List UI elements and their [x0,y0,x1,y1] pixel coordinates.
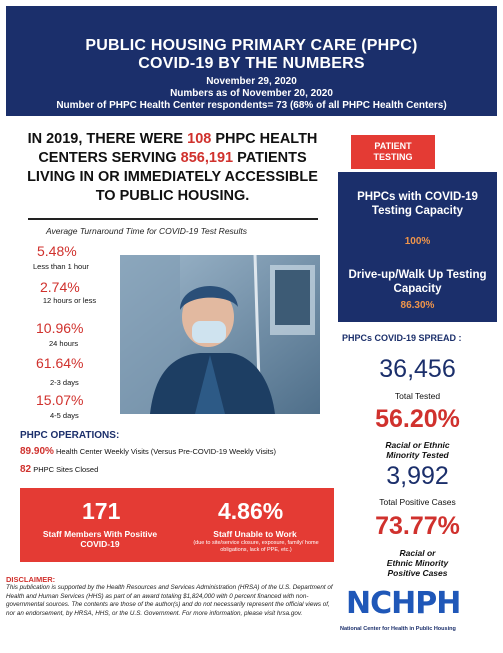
minority-tested-label: Racial or Ethnic Minority Tested [385,440,450,460]
minority-tested-value: 56.20% [375,405,460,433]
turnaround-label-4: 2-3 days [50,378,79,387]
capacity-label: PHPCs with COVID-19 Testing Capacity [357,191,478,217]
header-banner [6,6,497,116]
driveup-value: 86.30% [400,300,435,311]
staff-positive-label: Staff Members With Positive COVID-19 [42,529,158,549]
spread-title: PHPCs COVID-19 SPREAD : [342,333,462,343]
turnaround-value-3: 10.96% [36,320,84,336]
operations-weekly-label: Health Center Weekly Visits (Versus Pre-COVID-19 Weekly Visits) [56,447,276,456]
turnaround-label-2: 12 hours or less [42,296,97,305]
driveup-label: Drive-up/Walk Up Testing Capacity [348,269,487,295]
headline-part-3: PATIENTS LIVING IN OR IMMEDIATELY ACCESSIBLE TO PUBLIC HOUSING. [27,150,318,204]
operations-title: PHPC OPERATIONS: [20,430,120,441]
turnaround-value-4: 61.64% [36,355,84,371]
operations-closed-value: 82 [20,464,32,475]
headline-centers: 108 [187,131,212,147]
total-positive-label: Total Positive Cases [379,497,456,507]
minority-positive-label: Racial or Ethnic Minority Positive Cases [386,548,449,578]
logo-mark: NCHPH [346,586,461,621]
capacity-value: 100% [404,236,431,247]
turnaround-label-1: Less than 1 hour [33,262,89,271]
staff-stats-box [20,488,334,562]
headline-part-2: PHPC HEALTH CENTERS SERVING [38,131,318,166]
title-line-2: COVID-19 BY THE NUMBERS [138,55,365,72]
headline-part-1: IN 2019, THERE WERE [27,131,188,147]
operations-weekly-value: 89.90% [20,446,54,457]
staff-unable-label: Staff Unable to Work [213,529,297,539]
staff-unable-note: (due to site/service closure, exposure, family/ home obligations, lack of PPE, etc.) [193,540,319,553]
testing-capacity-box [338,172,497,322]
title-line-1: PUBLIC HOUSING PRIMARY CARE (PHPC) [85,37,418,54]
total-positive-value: 3,992 [386,462,449,490]
total-tested-value: 36,456 [379,355,456,383]
numbers-as-of: Numbers as of November 20, 2020 [170,88,333,99]
nchph-logo [338,586,498,642]
minority-positive-value: 73.77% [375,512,460,540]
turnaround-title: Average Turnaround Time for COVID-19 Test Results [46,226,248,236]
operations-weekly [20,446,276,457]
turnaround-label-3: 24 hours [49,339,79,348]
operations-closed-label: PHPC Sites Closed [33,465,99,474]
turnaround-value-5: 15.07% [36,392,84,408]
healthcare-worker-photo [120,255,320,414]
staff-unable-value: 4.86% [218,498,284,524]
disclaimer-text: This publication is supported by the Health Resources and Services Administration (HRSA) of the U.S. Department of Health and Human Services (HHS) as part of an award totaling $1,824,000 with 0 percent financed with non-governmental sources. The contents are those of the author(s) and do not necessarily represent the official views of, nor an endorsement, by HRSA, HHS, or the U.S. Government. For more information, please visit hrsa.gov. [6,584,333,617]
disclaimer-title: DISCLAIMER: [6,575,56,584]
patient-testing-badge [351,135,435,169]
respondents-count: Number of PHPC Health Center respondents= 73 (68% of all PHPC Health Centers) [56,100,447,111]
staff-positive-value: 171 [82,498,121,524]
divider [28,218,318,220]
turnaround-value-2: 2.74% [40,279,80,295]
turnaround-value-1: 5.48% [37,243,77,259]
total-tested-label: Total Tested [394,391,441,401]
report-date: November 29, 2020 [206,76,297,87]
headline-patients: 856,191 [180,150,234,166]
headline [20,130,325,206]
patient-testing-label: PATIENT TESTING [373,141,413,162]
turnaround-label-5: 4-5 days [50,411,79,420]
logo-name: National Center for Health in Public Housing [340,626,456,632]
operations-closed [20,464,98,475]
